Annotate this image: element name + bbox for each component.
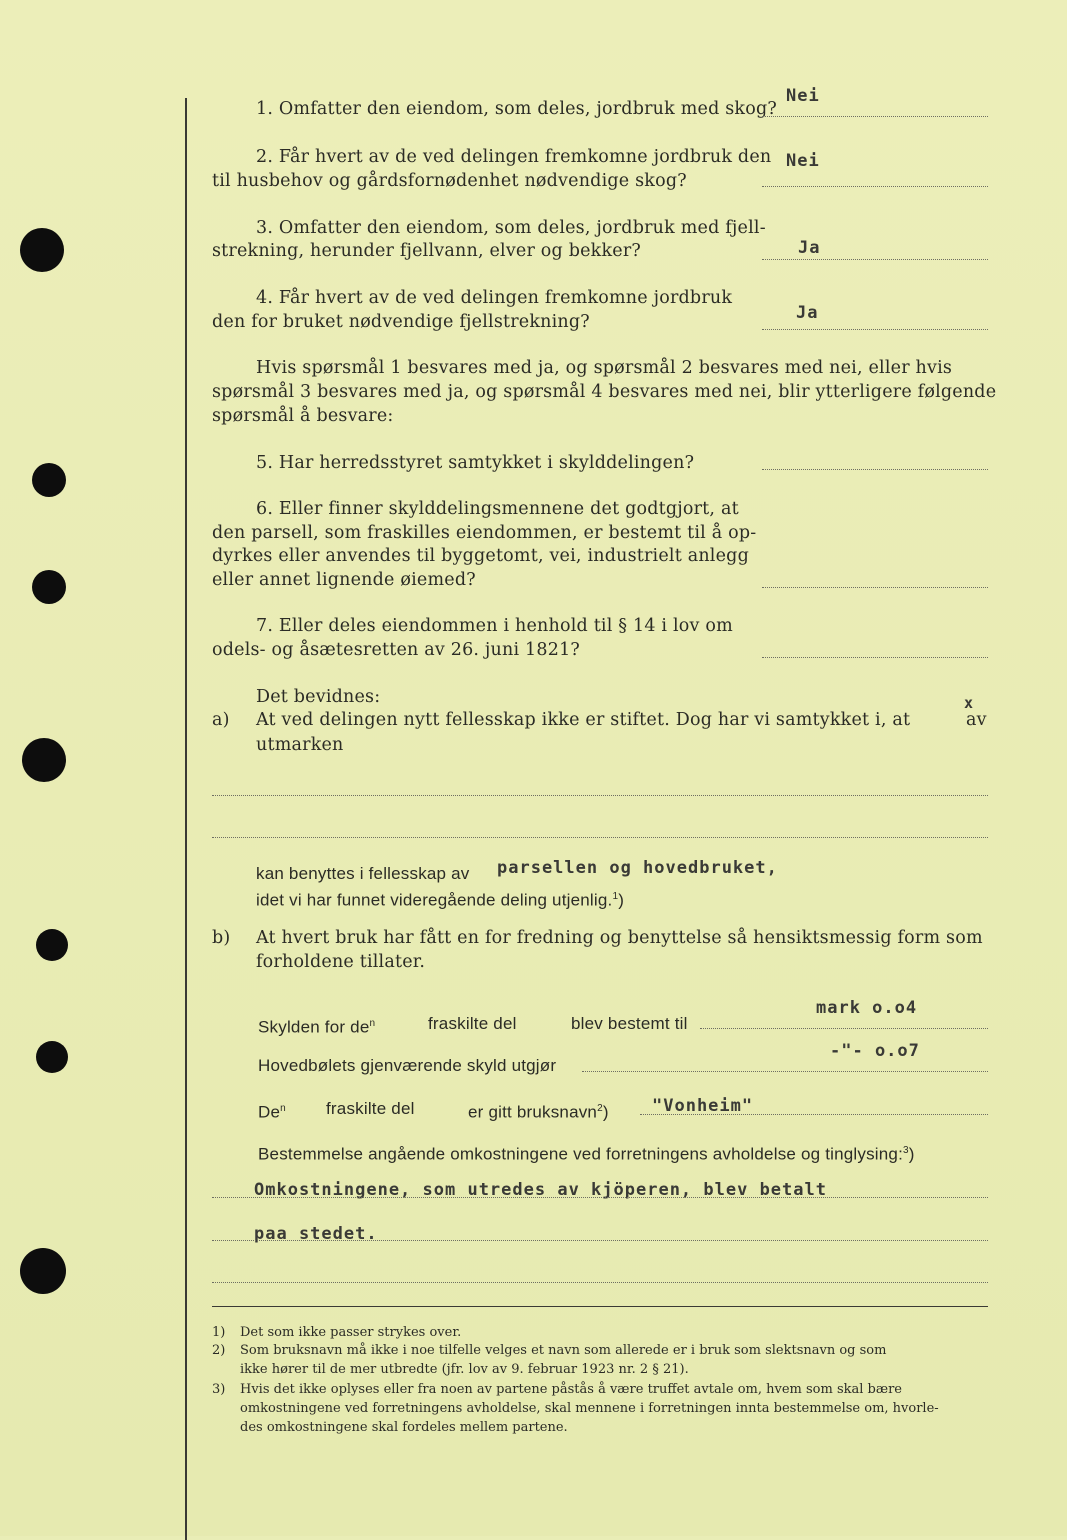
value-line (212, 1240, 988, 1241)
question-3-line1: 3. Omfatter den eiendom, som deles, jordbruk med fjell- (256, 218, 766, 238)
question-2-line2: til husbehov og gårdsfornødenhet nødvendige skog? (212, 171, 687, 191)
footnote-3-line2: omkostningene ved forretningens avholdelse, skal mennene i forretningen innta bestemmelse om, hvorle- (240, 1401, 939, 1416)
conditional-line2: spørsmål 3 besvares med ja, og spørsmål 4 besvares med nei, blir ytterligere følgende (212, 382, 997, 402)
footnote-3-line1: Hvis det ikke oplyses eller fra noen av partene påstås å være truffet avtale om, hvem som skal bære (240, 1382, 902, 1397)
skyld-value: mark o.o4 (816, 998, 918, 1018)
item-b-line1: At hvert bruk har fått en for fredning og benyttelse så hensiktsmessig form som (256, 928, 983, 948)
binder-hole (20, 228, 64, 272)
binder-hole (22, 738, 66, 782)
omkostning-value-line1: Omkostningene, som utredes av kjöperen, blev betalt (254, 1180, 827, 1200)
value-line (212, 1197, 988, 1198)
footnote-3-line3: des omkostningene skal fordeles mellem partene. (240, 1420, 568, 1435)
question-6-line2: den parsell, som fraskilles eiendommen, er bestemt til å op- (212, 523, 757, 543)
bruksnavn-label: De$^n$ (258, 1102, 286, 1122)
omkostning-label: Bestemmelse angående omkostningene ved forretningens avholdelse og tinglysing:$^3$) (258, 1144, 915, 1164)
item-b-line2: forholdene tillater. (256, 952, 426, 972)
item-a-av: av (966, 710, 987, 730)
binder-hole (36, 1041, 68, 1073)
kan-benyttes-label: kan benyttes i fellesskap av (256, 864, 470, 883)
question-1: 1. Omfatter den eiendom, som deles, jordbruk med skog? (256, 99, 777, 119)
binder-hole (32, 570, 66, 604)
item-a-mark: x (964, 694, 975, 712)
conditional-line1: Hvis spørsmål 1 besvares med ja, og spørsmål 2 besvares med nei, eller hvis (256, 358, 953, 378)
omkostning-value-line2: paa stedet. (254, 1224, 378, 1244)
footnote-rule (212, 1306, 988, 1307)
question-6-line1: 6. Eller finner skylddelingsmennene det godtgjort, at (256, 499, 739, 519)
answer-line (762, 469, 988, 470)
answer-line (762, 329, 988, 330)
item-a-line1: At ved delingen nytt fellesskap ikke er stiftet. Dog har vi samtykket i, at (256, 710, 911, 730)
question-6-line3: dyrkes eller anvendes til byggetomt, vei, industrielt anlegg (212, 546, 749, 566)
question-4-line1: 4. Får hvert av de ved delingen fremkomne jordbruk (256, 288, 733, 308)
footnote-3-number: 3) (212, 1382, 226, 1397)
question-7-line2: odels- og åsætesretten av 26. juni 1821? (212, 640, 580, 660)
answer-line (762, 186, 988, 187)
footnote-2-line2: ikke hører til de mer utbredte (jfr. lov av 9. februar 1923 nr. 2 § 21). (240, 1362, 689, 1377)
answer-1: Nei (786, 86, 820, 106)
conditional-line3: spørsmål å besvare: (212, 406, 394, 426)
hovedbol-value: -"- o.o7 (830, 1041, 920, 1061)
question-3-line2: strekning, herunder fjellvann, elver og bekker? (212, 241, 641, 261)
binder-hole (32, 463, 66, 497)
binder-hole (36, 929, 68, 961)
skyld-fraskilte: fraskilte del (428, 1014, 517, 1033)
bruksnavn-fraskilte: fraskilte del (326, 1099, 415, 1118)
hovedbol-label: Hovedbølets gjenværende skyld utgjør (258, 1056, 557, 1075)
footnote-1-line1: Det som ikke passer strykes over. (240, 1325, 462, 1340)
bevidnes-heading: Det bevidnes: (256, 687, 381, 707)
value-line (700, 1028, 988, 1029)
bruksnavn-value: "Vonheim" (652, 1096, 754, 1116)
item-a-line2: utmarken (256, 735, 344, 755)
binder-hole (20, 1248, 66, 1294)
answer-line (762, 259, 988, 260)
kan-benyttes-value: parsellen og hovedbruket, (497, 858, 778, 878)
blank-line (212, 1282, 988, 1283)
answer-2: Nei (786, 151, 820, 171)
question-5: 5. Har herredsstyret samtykket i skylddelingen? (256, 453, 695, 473)
blank-line (212, 795, 988, 796)
bruksnavn-gitt: er gitt bruksnavn$^2$) (468, 1102, 609, 1122)
answer-4: Ja (796, 303, 819, 323)
blank-line (212, 837, 988, 838)
question-7-line1: 7. Eller deles eiendommen i henhold til § 14 i lov om (256, 616, 733, 636)
answer-line (762, 587, 988, 588)
skyld-label: Skylden for $de^n$ (258, 1017, 376, 1037)
question-2-line1: 2. Får hvert av de ved delingen fremkomne jordbruk den (256, 147, 772, 167)
answer-3: Ja (798, 238, 821, 258)
skyld-bestemt: blev bestemt til (571, 1014, 688, 1033)
footnote-1-number: 1) (212, 1325, 226, 1340)
margin-line (185, 98, 187, 1540)
value-line (582, 1071, 988, 1072)
answer-line (762, 657, 988, 658)
footnote-2-line1: Som bruksnavn må ikke i noe tilfelle velges et navn som allerede er i bruk som slektsnavn og som (240, 1343, 887, 1358)
item-a-label: a) (212, 710, 230, 730)
item-b-label: b) (212, 928, 231, 948)
idet-text: idet vi har funnet videregående deling utjenlig.$^1$) (256, 890, 625, 910)
question-6-line4: eller annet lignende øiemed? (212, 570, 476, 590)
footnote-2-number: 2) (212, 1343, 226, 1358)
answer-line (762, 116, 988, 117)
question-4-line2: den for bruket nødvendige fjellstrekning? (212, 312, 590, 332)
